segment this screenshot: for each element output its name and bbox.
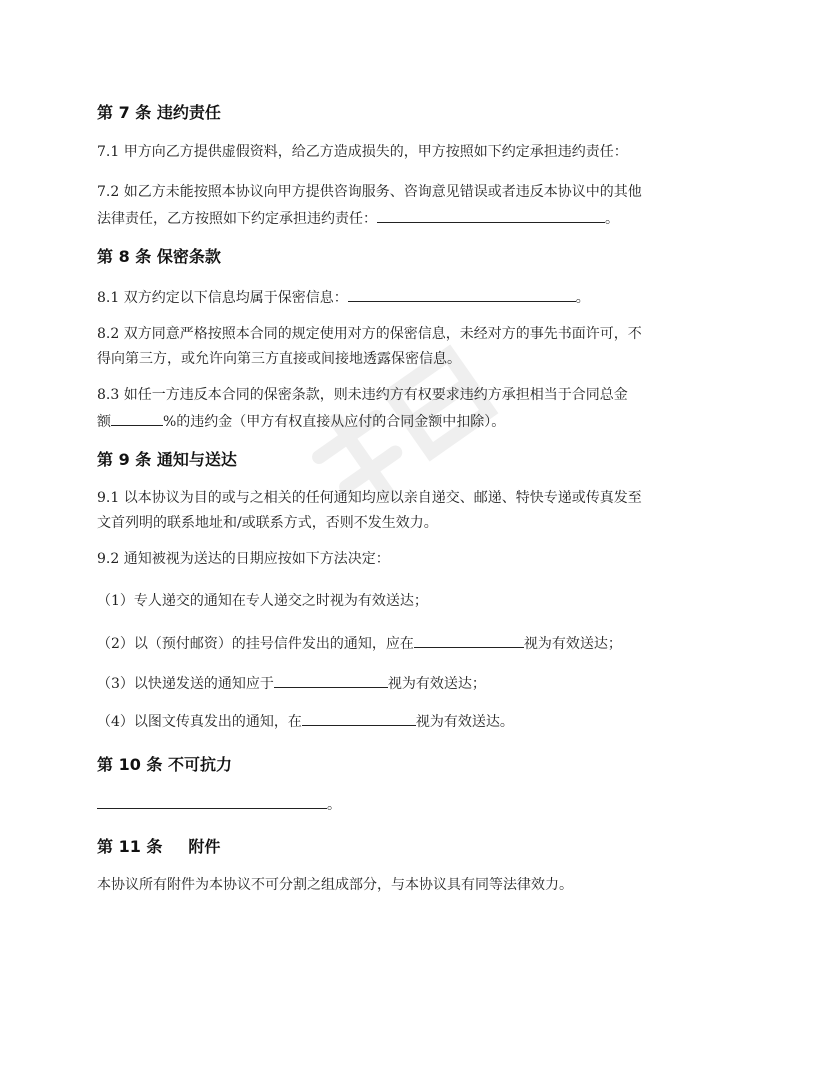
- clause-8-2: [97, 322, 737, 372]
- clause-9-1: [97, 486, 737, 536]
- list-item-3-pre: （3）以快递发送的通知应于: [97, 676, 274, 692]
- fill-blank: [274, 670, 388, 688]
- clause-8-1: [97, 284, 737, 311]
- clause-7-2: [97, 180, 737, 232]
- section-10-title: 第 10 条 不可抗力: [97, 755, 232, 774]
- clause-7-2-line1: 7.2 如乙方未能按照本协议向甲方提供咨询服务、咨询意见错误或者违反本协议中的其他: [97, 184, 642, 200]
- fill-blank: [377, 205, 605, 223]
- clause-7-1: 7.1 甲方向乙方提供虚假资料，给乙方造成损失的，甲方按照如下约定承担违约责任：: [97, 144, 628, 160]
- list-item-2-pre: （2）以（预付邮资）的挂号信件发出的通知，应在: [97, 636, 414, 652]
- list-item-3: [97, 670, 737, 697]
- section-11-name: 附件: [188, 837, 221, 856]
- list-item-2-post: 视为有效送达；: [523, 636, 622, 652]
- clause-8-3-post: %的违约金（甲方有权直接从应付的合同金额中扣除）。: [163, 414, 506, 430]
- section-11-title: [97, 834, 220, 857]
- clause-8-3-line1: 8.3 如任一方违反本合同的保密条款，则未违约方有权要求违约方承担相当于合同总金: [97, 387, 628, 403]
- fill-blank: [302, 708, 416, 726]
- clause-8-1-end: 。: [575, 290, 590, 306]
- list-item-4-post: 视为有效送达。: [415, 714, 514, 730]
- force-majeure-end: 。: [327, 797, 341, 813]
- list-item-1: （1）专人递交的通知在专人递交之时视为有效送达；: [97, 593, 428, 609]
- clause-9-1-line1: 9.1 以本协议为目的或与之相关的任何通知均应以亲自递交、邮递、特快专递或传真发至: [97, 490, 642, 506]
- list-item-4-pre: （4）以图文传真发出的通知，在: [97, 714, 302, 730]
- clause-9-2: 9.2 通知被视为送达的日期应按如下方法决定：: [97, 551, 390, 567]
- list-item-4: [97, 708, 737, 735]
- fill-blank: [97, 791, 327, 809]
- clause-8-2-line1: 8.2 双方同意严格按照本合同的规定使用对方的保密信息，未经对方的事先书面许可，不: [97, 326, 642, 342]
- clause-8-3-line2: [97, 408, 737, 435]
- section-8-title: 第 8 条 保密条款: [97, 247, 221, 266]
- section-7-title: 第 7 条 违约责任: [97, 103, 221, 122]
- clause-8-2-line2: 得向第三方，或允许向第三方直接或间接地透露保密信息。: [97, 351, 461, 367]
- fill-blank: [348, 284, 576, 302]
- fill-blank: [414, 630, 524, 648]
- clause-8-1-text: 8.1 双方约定以下信息均属于保密信息：: [97, 290, 348, 306]
- clause-8-3-pre: 额: [97, 414, 111, 430]
- section-11-number: 第 11 条: [97, 837, 163, 856]
- clause-7-2-line2: [97, 205, 737, 232]
- clause-11: 本协议所有附件为本协议不可分割之组成部分，与本协议具有同等法律效力。: [97, 877, 573, 893]
- clause-9-1-line2: 文首列明的联系地址和/或联系方式，否则不发生效力。: [97, 515, 438, 531]
- clause-7-2-end: 。: [605, 211, 619, 227]
- clause-7-2-text: 法律责任，乙方按照如下约定承担违约责任：: [97, 211, 377, 227]
- list-item-3-post: 视为有效送达；: [387, 676, 486, 692]
- list-item-2: [97, 630, 737, 657]
- force-majeure-blank: [97, 791, 737, 818]
- fill-blank: [111, 408, 163, 426]
- clause-8-3: [97, 383, 737, 435]
- section-9-title: 第 9 条 通知与送达: [97, 450, 237, 469]
